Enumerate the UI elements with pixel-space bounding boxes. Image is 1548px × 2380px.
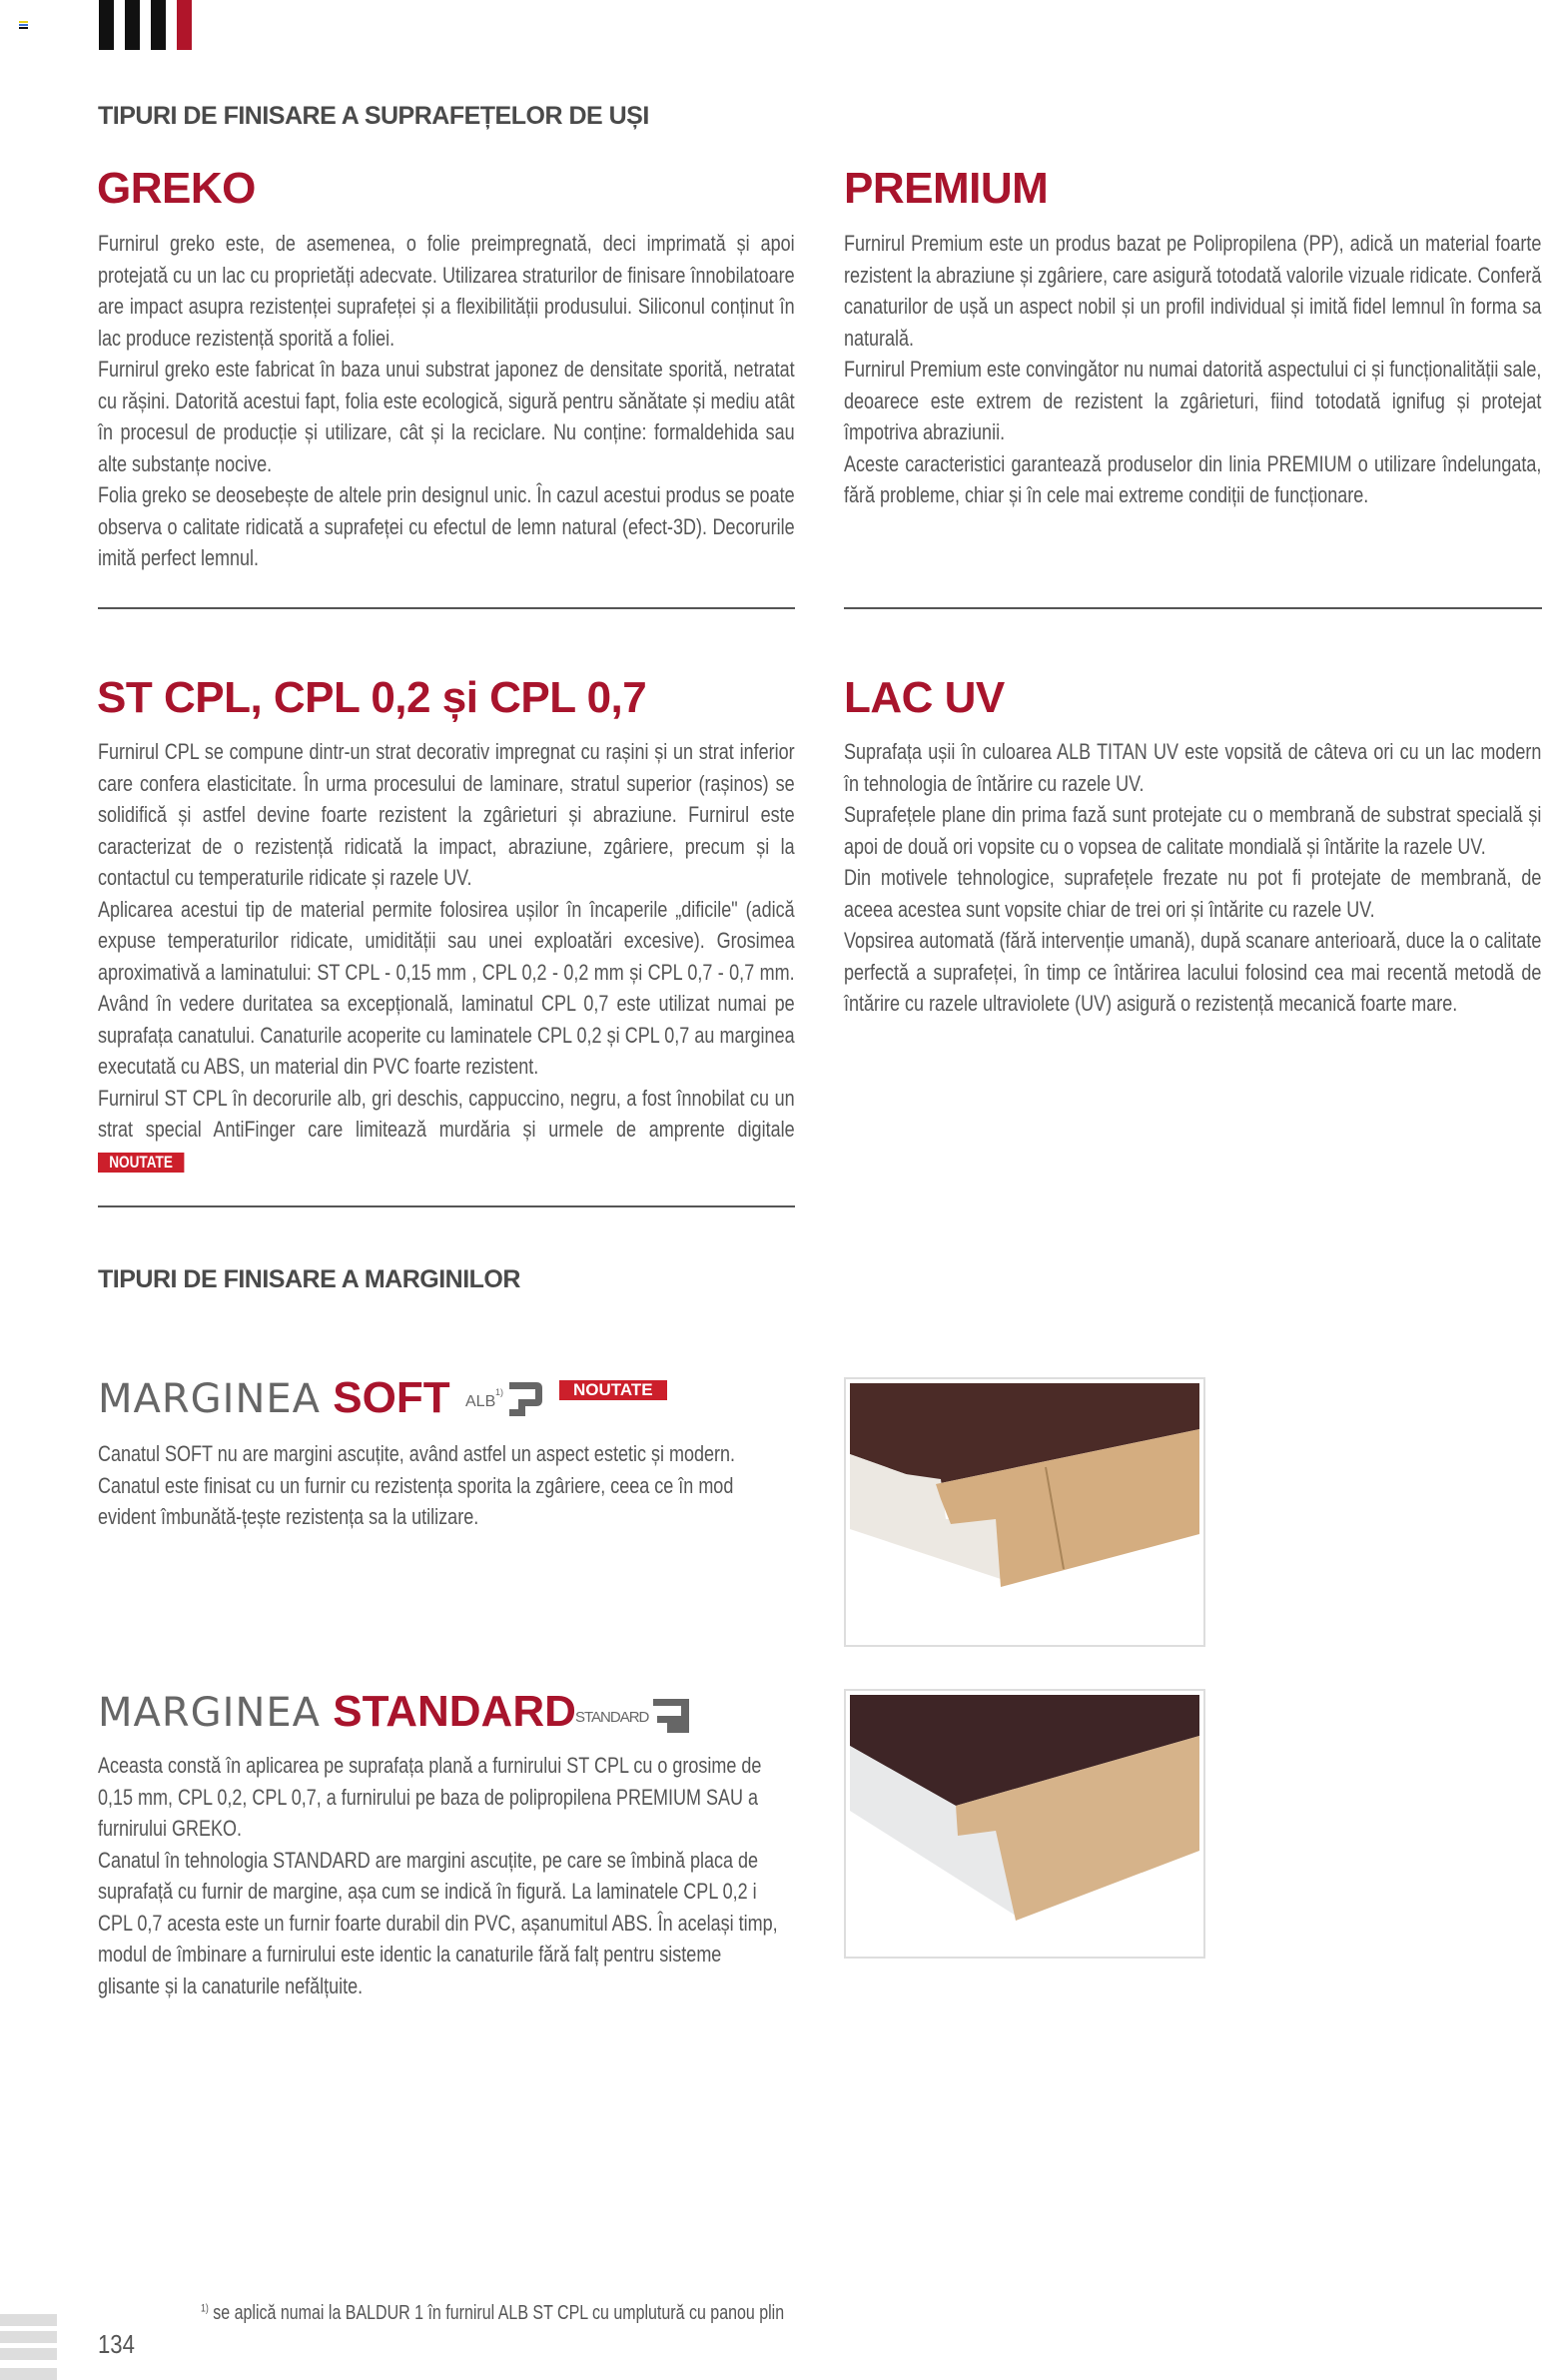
paragraph	[98, 1083, 795, 1178]
paragraph: Canatul în tehnologia STANDARD are margini ascuțite, pe care se îmbină placa de suprafață cu furnir de margine, așa cum se indică în figură. La laminatele CPL 0,2 i CPL 0,7 acesta este un furnir foarte durabil din PVC, așanumitul ABS. În același timp, modul de îmbinare a furnirului este identic la canaturile fără falț pentru sisteme glisante și la canaturile nefălțuite.	[98, 1847, 778, 1998]
footnote	[201, 2302, 784, 2325]
divider	[98, 607, 795, 609]
premium-title: PREMIUM	[844, 164, 1049, 213]
cpl-title: ST CPL, CPL 0,2 și CPL 0,7	[97, 673, 647, 722]
soft-noutate-badge: NOUTATE	[559, 1380, 667, 1400]
soft-edge-profile-icon	[503, 1379, 545, 1419]
title-prefix: MARGINEA	[98, 1690, 322, 1736]
paragraph: Din motivele tehnologice, suprafețele frezate nu pot fi protejate de membrană, de aceea acestea sunt vopsite chiar de trei ori și întărite cu razele UV.	[844, 865, 1542, 922]
lac-uv-body	[844, 736, 1541, 1020]
paragraph: Aceasta constă în aplicarea pe suprafața plană a furnirului ST CPL cu o grosime de 0,15 mm, CPL 0,2, CPL 0,7, a furnirului pe baza de polipropilena PREMIUM SAU a furnirului GREKO.	[98, 1753, 762, 1841]
standard-body	[98, 1750, 785, 2001]
premium-body	[844, 228, 1541, 511]
soft-edge-title	[98, 1373, 450, 1423]
paragraph: Furnirul Premium este convingător nu numai datorită aspectului ci și funcționalității sale, deoarece este extrem de rezistent la zgârieturi, fiind totodată ignifug și protejat împotriva abraziunii.	[844, 357, 1542, 444]
paragraph-text: Furnirul ST CPL în decorurile alb, gri deschis, cappuccino, negru, a fost înnobilat cu un strat special AntiFinger care limitează murdăria și urmele de amprente digitale	[98, 1085, 795, 1142]
title-prefix: MARGINEA	[98, 1376, 322, 1422]
paragraph: Furnirul greko este fabricat în baza unui substrat japonez de densitate sporită, netratat cu rășini. Datorită acestui fapt, folia este ecologică, sigură pentru sănătate și mediu atât în procesul de producție și utilizare, cât și la reciclare. Nu conține: formaldehida sau alte substanțe nocive.	[98, 357, 795, 476]
page-number: 134	[98, 2329, 135, 2359]
divider	[98, 1205, 795, 1207]
divider	[844, 607, 1542, 609]
paragraph: Aceste caracteristici garantează produselor din linia PREMIUM o utilizare îndelungata, fără probleme, chiar și în cele mai extreme condiții de funcționare.	[844, 450, 1542, 507]
noutate-badge: NOUTATE	[98, 1153, 184, 1173]
paragraph: Canatul SOFT nu are margini ascuțite, având astfel un aspect estetic și modern. Canatul este finisat cu un furnir cu rezistența sporita la zgâriere, ceea ce în mod evident îmbunătă-țește rezistența sa la utilizare.	[98, 1441, 735, 1529]
soft-edge-photo	[844, 1377, 1205, 1647]
lac-uv-title: LAC UV	[844, 673, 1005, 722]
paragraph: Aplicarea acestui tip de material permite folosirea ușilor în încaperile „dificile" (adică expuse temperaturilor ridicate, umidității sau unei exploatări excesive). Grosimea aproximativă a laminatului: ST CPL - 0,15 mm , CPL 0,2 - 0,2 mm și CPL 0,7 - 0,7 mm. Având în vedere duritatea sa excepțională, laminatul CPL 0,7 este utilizat numai pe suprafața canatului. Canaturile acoperite cu laminatele CPL 0,2 și CPL 0,7 au marginea executată cu ABS, un material din PVC foarte rezistent.	[98, 896, 795, 1079]
profile-label: STANDARD	[575, 1709, 649, 1726]
paragraph: Furnirul CPL se compune dintr-un strat decorativ impregnat cu rașini și un strat inferior care confera elasticitate. În urma procesului de laminare, stratul superior (rașinos) se solidifică și astfel devine foarte rezistent la zgârieturi și abraziune. Furnirul este caracterizat de o rezistență ridicată la impact, abraziune, zgâriere, precum și la contactul cu temperaturile ridicate și razele UV.	[98, 739, 795, 890]
paragraph: Suprafețele plane din prima fază sunt protejate cu o membrană de substrat specială și apoi de două ori vopsite cu o vopsea de calitate mondială și întărite la razele UV.	[844, 802, 1542, 859]
profile-label: ALB	[465, 1393, 496, 1410]
title-main: STANDARD	[333, 1687, 576, 1736]
paragraph: Vopsirea automată (fără intervenție umană), după scanare anterioară, duce la o calitate perfectă a suprafeței, în timp ce întărirea lacului folosind cea mai recentă metodă de întărire cu razele ultraviolete (UV) asigură o rezistență mecanică foarte mare.	[844, 928, 1542, 1016]
greko-body	[98, 228, 795, 574]
cpl-body	[98, 736, 795, 1177]
standard-edge-profile-icon	[649, 1696, 693, 1736]
soft-body	[98, 1438, 789, 1533]
standard-edge-title	[98, 1687, 576, 1737]
paragraph: Folia greko se deosebește de altele prin designul unic. În cazul acestui produs se poate observa o calitate ridicată a suprafeței cu efectul de lemn natural (efect-3D). Decorurile imită perfect lemnul.	[98, 482, 795, 570]
paragraph: Furnirul greko este, de asemenea, o folie preimpregnată, deci imprimată și apoi protejată cu un lac cu proprietăți adecvate. Utilizarea straturilor de finisare înnobilatoare are impact asupra rezistenței suprafeței și a flexibilității produsului. Siliconul conținut în lac produce rezistență sporită a foliei.	[98, 231, 795, 351]
footnote-text: se aplică numai la BALDUR 1 în furnirul ALB ST CPL cu umplutură cu panou plin	[213, 2302, 785, 2324]
title-main: SOFT	[333, 1373, 450, 1422]
print-color-mark-icon	[19, 21, 28, 29]
section-title-surfaces: TIPURI DE FINISARE A SUPRAFEȚELOR DE UȘI	[98, 102, 649, 130]
greko-title: GREKO	[97, 164, 256, 213]
paragraph: Furnirul Premium este un produs bazat pe Polipropilena (PP), adică un material foarte rezistent la abraziune și zgâriere, care asigură totodată valorile vizuale ridicate. Conferă canaturilor de ușă un aspect nobil și un profil individual și imită fidel lemnul în forma sa naturală.	[844, 231, 1542, 351]
standard-edge-photo	[844, 1689, 1205, 1959]
paragraph: Suprafața ușii în culoarea ALB TITAN UV este vopsită de câteva ori cu un lac modern în tehnologia de întărire cu razele UV.	[844, 739, 1542, 796]
profile-sup: 1)	[495, 1387, 504, 1397]
section-title-edges: TIPURI DE FINISARE A MARGINILOR	[98, 1265, 520, 1293]
footnote-marker: 1)	[201, 2302, 209, 2315]
